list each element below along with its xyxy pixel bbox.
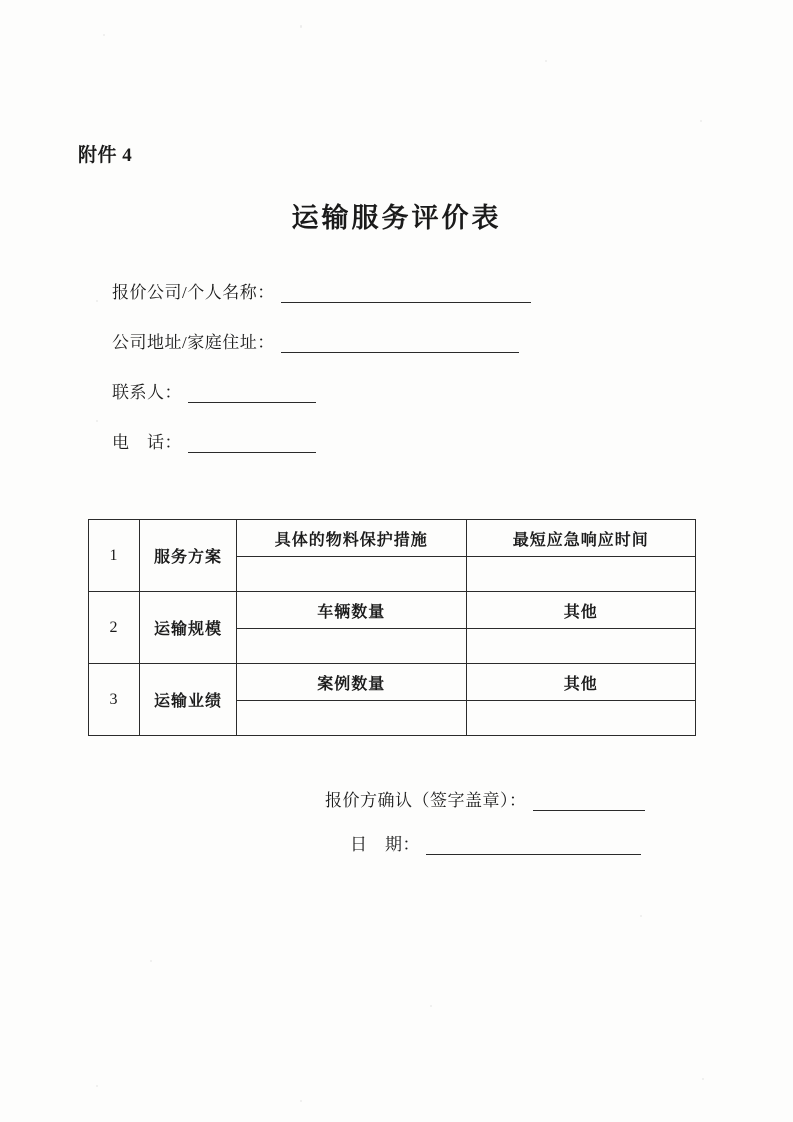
evaluation-table	[88, 519, 696, 736]
row-2-value-left[interactable]	[237, 629, 467, 664]
table-row	[89, 592, 696, 629]
field-row-phone	[112, 428, 672, 453]
row-2-header-left: 车辆数量	[237, 592, 467, 629]
row-category-3: 运输业绩	[140, 664, 237, 736]
confirm-label: 报价方确认（签字盖章）：	[325, 791, 527, 810]
field-row-contact	[112, 378, 672, 403]
contact-input[interactable]	[188, 387, 316, 403]
scan-speckle	[700, 120, 702, 122]
row-2-value-right[interactable]	[466, 629, 696, 664]
date-label: 日 期：	[350, 835, 420, 854]
row-number-1: 1	[89, 520, 140, 592]
confirm-signature-input[interactable]	[533, 795, 645, 811]
scan-speckle	[96, 300, 98, 302]
date-input[interactable]	[426, 839, 641, 855]
row-number-3: 3	[89, 664, 140, 736]
row-1-header-right: 最短应急响应时间	[466, 520, 696, 557]
page-title: 运输服务评价表	[291, 203, 502, 233]
row-1-value-right[interactable]	[466, 557, 696, 592]
phone-input[interactable]	[188, 437, 316, 453]
scan-speckle	[300, 25, 302, 28]
address-label: 公司地址/家庭住址：	[112, 333, 275, 352]
scan-speckle	[96, 1085, 98, 1087]
scan-speckle	[545, 60, 547, 62]
company-name-label: 报价公司/个人名称：	[112, 283, 275, 302]
field-row-company-name	[112, 278, 672, 303]
scan-speckle	[103, 34, 105, 36]
row-3-value-right[interactable]	[466, 701, 696, 736]
row-number-2: 2	[89, 592, 140, 664]
attachment-label: 附件 4	[78, 145, 133, 166]
date-row	[350, 830, 641, 855]
row-3-value-left[interactable]	[237, 701, 467, 736]
confirm-row	[325, 786, 645, 811]
table-row	[89, 520, 696, 557]
scan-speckle	[96, 420, 98, 422]
row-category-2: 运输规模	[140, 592, 237, 664]
table-row	[89, 664, 696, 701]
row-category-1: 服务方案	[140, 520, 237, 592]
scan-speckle	[702, 1078, 704, 1080]
scan-speckle	[640, 915, 642, 917]
row-1-value-left[interactable]	[237, 557, 467, 592]
contact-label: 联系人：	[112, 383, 182, 402]
row-1-header-left: 具体的物料保护措施	[237, 520, 467, 557]
row-3-header-left: 案例数量	[237, 664, 467, 701]
phone-label: 电 话：	[112, 433, 182, 452]
company-name-input[interactable]	[281, 287, 531, 303]
row-3-header-right: 其他	[466, 664, 696, 701]
row-2-header-right: 其他	[466, 592, 696, 629]
scan-speckle	[430, 1005, 432, 1007]
scan-speckle	[300, 1100, 302, 1102]
form-fields	[112, 278, 672, 478]
address-input[interactable]	[281, 337, 519, 353]
field-row-address	[112, 328, 672, 353]
scan-speckle	[150, 960, 152, 962]
